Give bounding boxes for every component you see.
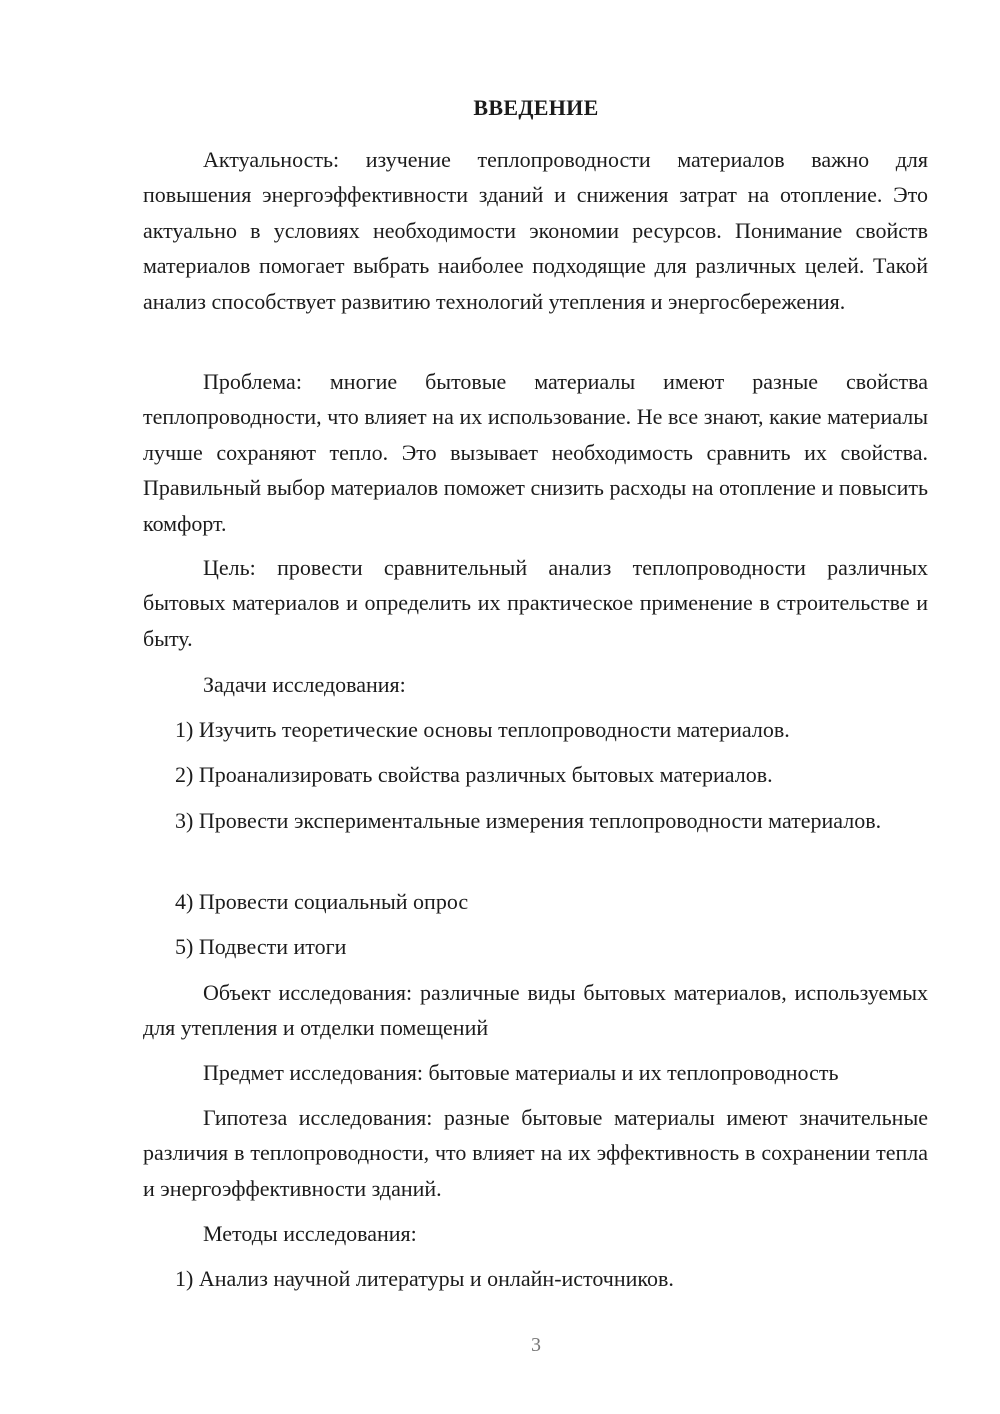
task-item: 2) Проанализировать свойства различных бытовых материалов. <box>175 762 773 787</box>
page-number: 3 <box>531 1334 541 1356</box>
section-heading: ВВЕДЕНИЕ <box>473 95 599 120</box>
actuality-paragraph: Актуальность: изучение теплопроводности материалов важно для повышения энергоэффективности зданий и снижения затрат на отопление. Это актуально в условиях необходимости экономии ресурсов. Понимание свойств материалов помогает выбрать наиболее подходящие для различных целей. Такой анализ способствует развитию технологий утепления и энергосбережения. <box>143 147 928 314</box>
object-paragraph: Объект исследования: различные виды бытовых материалов, используемых для утепления и отделки помещений <box>143 980 928 1041</box>
task-item: 3) Провести экспериментальные измерения теплопроводности материалов. <box>175 808 882 833</box>
subject-paragraph: Предмет исследования: бытовые материалы и их теплопроводность <box>203 1060 839 1085</box>
methods-title: Методы исследования: <box>203 1221 417 1246</box>
method-item: 1) Анализ научной литературы и онлайн-источников. <box>175 1266 674 1291</box>
tasks-title: Задачи исследования: <box>203 672 406 697</box>
task-item: 5) Подвести итоги <box>175 934 347 959</box>
hypothesis-paragraph: Гипотеза исследования: разные бытовые материалы имеют значительные различия в теплопроводности, что влияет на их эффективность в сохранении тепла и энергоэффективности зданий. <box>143 1105 928 1201</box>
problem-paragraph: Проблема: многие бытовые материалы имеют разные свойства теплопроводности, что влияет на их использование. Не все знают, какие материалы лучше сохраняют тепло. Это вызывает необходимость сравнить их свойства. Правильный выбор материалов поможет снизить расходы на отопление и повысить комфорт. <box>143 369 928 536</box>
goal-paragraph: Цель: провести сравнительный анализ теплопроводности различных бытовых материалов и определить их практическое применение в строительстве и быту. <box>143 555 928 651</box>
task-item: 1) Изучить теоретические основы теплопроводности материалов. <box>175 717 790 742</box>
task-item: 4) Провести социальный опрос <box>175 889 469 914</box>
